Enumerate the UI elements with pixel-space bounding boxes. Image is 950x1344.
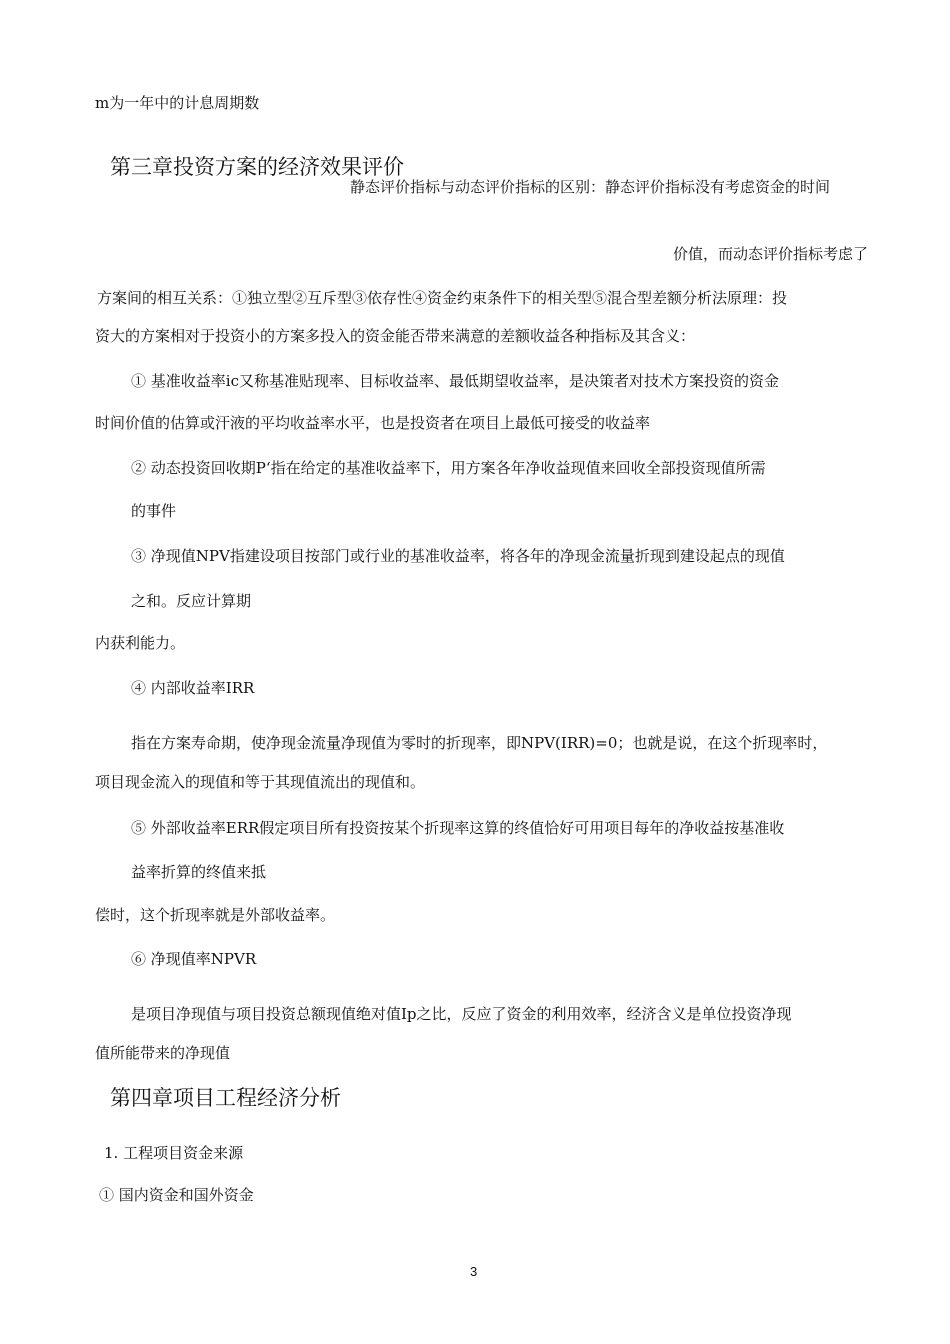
page-number: 3 <box>470 1264 478 1279</box>
text-line: 静态评价指标与动态评价指标的区别：静态评价指标没有考虑资金的时间 <box>350 178 831 196</box>
list-item: ③ 净现值NPV指建设项目按部门或行业的基准收益率，将各年的净现金流量折现到建设起点的现值 <box>131 547 785 565</box>
text-line: 偿时，这个折现率就是外部收益率。 <box>95 906 336 924</box>
text-line: 是项目净现值与项目投资总额现值绝对值Ip之比，反应了资金的利用效率，经济含义是单位投资净现 <box>131 1005 792 1023</box>
list-item: ② 动态投资回收期P‘指在给定的基准收益率下，用方案各年净收益现值来回收全部投资现值所需 <box>131 459 766 477</box>
text-line: 资大的方案相对于投资小的方案多投入的资金能否带来满意的差额收益各种指标及其含义： <box>95 327 696 345</box>
text-line: 内获利能力。 <box>95 634 186 652</box>
list-item: ⑥ 净现值率NPVR <box>131 950 257 968</box>
text-line: 值所能带来的净现值 <box>95 1044 231 1062</box>
text-line: 项目现金流入的现值和等于其现值流出的现值和。 <box>95 773 426 791</box>
text-line: 的事件 <box>131 502 177 520</box>
section-heading: 1. 工程项目资金来源 <box>104 1144 244 1162</box>
list-item: ① 基准收益率ic又称基准贴现率、目标收益率、最低期望收益率，是决策者对技术方案投资的资金 <box>131 372 779 390</box>
chapter-heading: 第三章投资方案的经济效果评价 <box>110 155 404 179</box>
text-line: 益率折算的终值来抵 <box>131 863 267 881</box>
list-item: ⑤ 外部收益率ERR假定项目所有投资按某个折现率这算的终值恰好可用项目每年的净收益按基准收 <box>131 819 785 837</box>
text-line: 指在方案寿命期，使净现金流量净现值为零时的折现率，即NPV(IRR)=0；也就是说，在这个折现率时， <box>131 734 828 752</box>
text-line: 之和。反应计算期 <box>131 592 252 610</box>
text-line: 方案间的相互关系：①独立型②互斥型③依存性④资金约束条件下的相关型⑤混合型差额分析法原理：投 <box>97 289 788 307</box>
text-line: 价值，而动态评价指标考虑了 <box>673 245 869 263</box>
text-line: m为一年中的计息周期数 <box>95 94 260 112</box>
text-line: 时间价值的估算或汗液的平均收益率水平，也是投资者在项目上最低可接受的收益率 <box>95 414 651 432</box>
list-item: ④ 内部收益率IRR <box>131 679 255 697</box>
list-item: ① 国内资金和国外资金 <box>99 1186 254 1204</box>
chapter-heading: 第四章项目工程经济分析 <box>110 1086 341 1110</box>
